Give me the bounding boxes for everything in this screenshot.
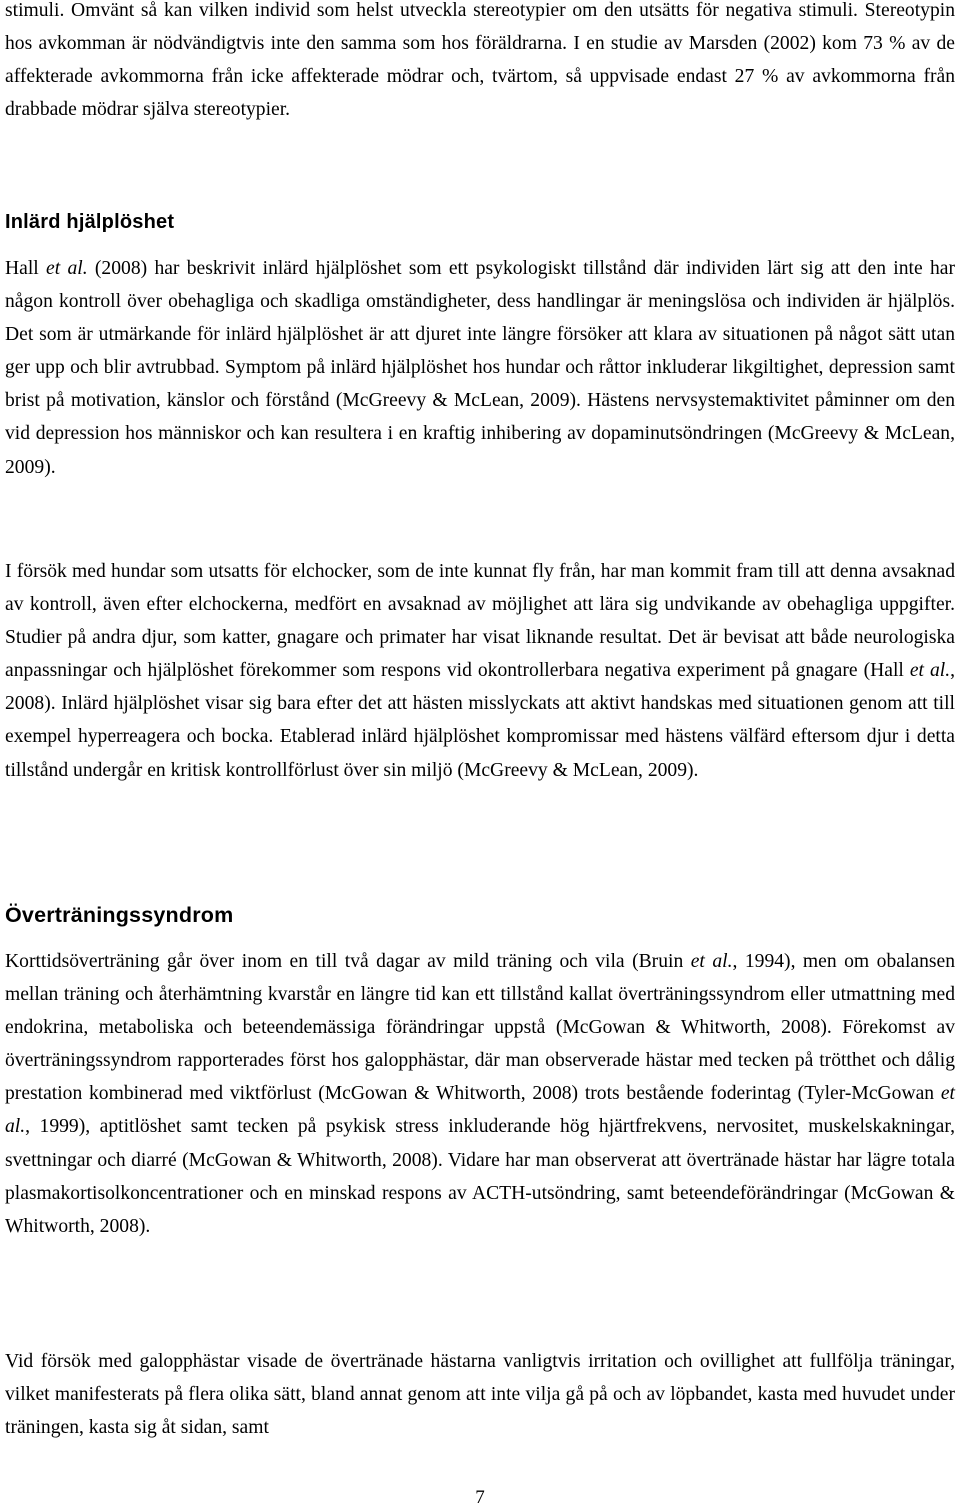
paragraph-text: (2008) har beskrivit inlärd hjälplöshet som ett psykologiskt tillstånd där individen lärt sig att den inte har någon kontroll över obehagliga och skadliga omständigheter, dess handlingar är meningslösa och individen är hjälplös. Det som är utmärkande för inlärd hjälplöshet är att djuret inte längre försöker att klara av situationen på något sätt utan ger upp och blir avtrubbad. Symptom på inlärd hjälplöshet hos hundar och råttor inkluderar likgiltighet, depression samt brist på motivation, känslor och förstånd (McGreevy & McLean, 2009). Hästens nervsystemaktivitet påminner om den vid depression hos människor och kan resultera i en kraftig inhibering av dopaminutsöndringen (McGreevy & McLean, 2009).: [5, 258, 955, 478]
citation-etal: et al.: [5, 1083, 955, 1138]
paragraph-text: Korttidsöverträning går över inom en till två dagar av mild träning och vila (Bruin: [5, 951, 691, 972]
paragraph-learned-1: [5, 252, 955, 484]
paragraph-text: , 1999), aptitlöshet samt tecken på psykisk stress inkluderande hög hjärtfrekvens, nervositet, muskelskakningar, svettningar och diarré (McGowan & Whitworth, 2008). Vidare har man observerat att övertränade hästar har lägre totala plasmakortisolkoncentrationer och en minskad respons av ACTH-utsöndring, samt beteendeförändringar (McGowan & Whitworth, 2008).: [5, 1116, 955, 1237]
citation-author: Hall: [5, 258, 47, 279]
citation-etal: et al.: [909, 660, 951, 682]
citation-etal: et al.: [690, 951, 733, 972]
paragraph-text: I försök med hundar som utsatts för elchocker, som de inte kunnat fly från, har man kommit fram till att denna avsaknad av kontroll, även efter elchockerna, medfört en avsaknad av möjlighet att lära sig undvikande av obehagliga uppgifter. Studier på andra djur, som katter, gnagare och primater har visat liknande resultat. Det är bevisat att både neurologiska anpassningar och hjälplöshet förekommer som respons vid okontrollerbara negativa experiment på gnagare (Hall: [5, 561, 955, 682]
paragraph-text: , 1994), men om obalansen mellan träning och återhämtning kvarstår en längre tid kan ett tillstånd kallat överträningssyndrom eller utmattning med endokrina, metaboliska och beteendemässiga förändringar uppstå (McGowan & Whitworth, 2008). Förekomst av överträningssyndrom rapporterades först hos galopphästar, där man observerade hästar med tecken på trötthet och dålig prestation kombinerad med viktförlust (McGowan & Whitworth, 2008) trots bestående foderintag (Tyler-McGowan: [5, 951, 955, 1105]
page-number: 7: [475, 1487, 485, 1508]
paragraph-text: , 2008). Inlärd hjälplöshet visar sig bara efter det att hästen misslyckats att aktivt handskas med situationen genom att till exempel hyperreagera och bocka. Etablerad inlärd hjälplöshet kompromissar med hästens välfärd eftersom djur i detta tillstånd undergår en kritisk kontrollförlust över sin miljö (McGreevy & McLean, 2009).: [5, 660, 955, 781]
paragraph-overtraining-2: Vid försök med galopphästar visade de övertränade hästarna vanligtvis irritation och ovillighet att fullfölja träningar, vilket manifesterats på flera olika sätt, bland annat genom att inte vilja gå på och av löpbandet, kasta med huvudet under träningen, kasta sig åt sidan, samt: [5, 1351, 955, 1439]
paragraph-overtraining-1: [5, 945, 955, 1243]
citation-etal: et al.: [46, 258, 88, 279]
heading-overtraining-syndrome: Överträningssyndrom: [5, 903, 234, 927]
paragraph-learned-2: [5, 555, 955, 787]
heading-learned-helplessness: Inlärd hjälplöshet: [5, 211, 175, 233]
paragraph-intro: stimuli. Omvänt så kan vilken individ som helst utveckla stereotypier om den utsätts för negativa stimuli. Stereotypin hos avkomman är nödvändigtvis inte den samma som hos föräldrarna. I en studie av Marsden (2002) kom 73 % av de affekterade avkommorna från icke affekterade mödrar och, tvärtom, så uppvisade endast 27 % av avkommorna från drabbade mödrar själva stereotypier.: [5, 0, 955, 121]
